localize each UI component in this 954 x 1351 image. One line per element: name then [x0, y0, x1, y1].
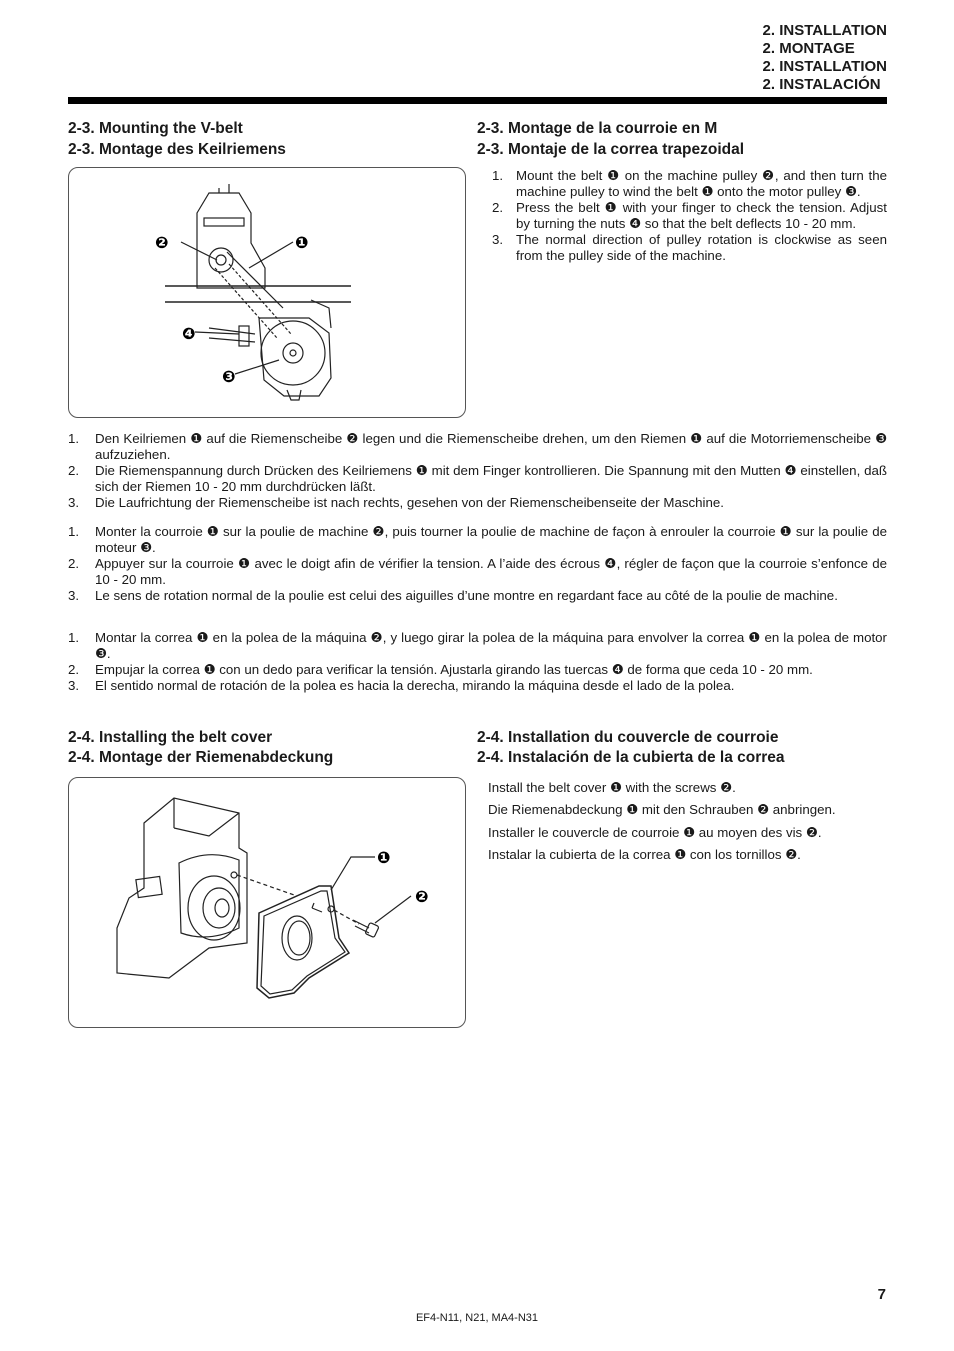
item-number: 2.: [68, 556, 80, 571]
item-text: Mount the belt ❶ on the machine pulley ❷, and then turn the machine pulley to wind the belt ❶ onto the motor pulley ❸.: [516, 168, 887, 199]
callout-2: ❷: [155, 233, 169, 252]
list-item: [68, 463, 887, 495]
section-title-es: 2-4. Instalación de la cubierta de la correa: [477, 749, 785, 766]
list-item: [492, 232, 887, 264]
item-number: 3.: [68, 588, 80, 603]
list-item: [492, 168, 887, 200]
list-item: [68, 495, 887, 511]
list-item: [68, 630, 887, 662]
section-title-de: 2-4. Montage der Riemenabdeckung: [68, 749, 334, 766]
item-number: 3.: [68, 678, 80, 693]
list-item: [68, 524, 887, 556]
header-rule: [68, 97, 887, 104]
item-number: 3.: [492, 232, 504, 247]
belt-cover-figure: [68, 777, 466, 1028]
list-item: [68, 588, 887, 604]
section-title-de: 2-3. Montage des Keilriemens: [68, 141, 286, 158]
item-number: 3.: [68, 495, 80, 510]
item-number: 1.: [492, 168, 504, 183]
item-number: 2.: [492, 200, 504, 215]
callout-2: ❷: [415, 887, 429, 906]
callout-1: ❶: [295, 233, 309, 252]
steps-de: [68, 431, 887, 511]
instruction-es: Instalar la cubierta de la correa ❶ con los tornillos ❷.: [488, 847, 801, 863]
steps-en: [492, 168, 887, 264]
item-text: Press the belt ❶ with your finger to check the tension. Adjust by turning the nuts ❹ so that the belt deflects 10 - 20 mm.: [516, 200, 887, 231]
section-title-en: 2-4. Installing the belt cover: [68, 729, 273, 746]
list-item: [492, 200, 887, 232]
item-text: Monter la courroie ❶ sur la poulie de machine ❷, puis tourner la poulie de machine de façon à enrouler la courroie ❶ sur la poulie de moteur ❸.: [95, 524, 887, 555]
item-number: 1.: [68, 524, 80, 539]
header-line: 2. INSTALLATION: [762, 58, 887, 75]
page-number: 7: [877, 1286, 886, 1303]
item-text: Den Keilriemen ❶ auf die Riemenscheibe ❷ legen und die Riemenscheibe drehen, um den Riemen ❶ auf die Motorriemenscheibe ❸ aufzuziehen.: [95, 431, 887, 462]
callout-4: ❹: [182, 324, 196, 343]
section-title-en: 2-3. Mounting the V-belt: [68, 120, 243, 137]
list-item: [68, 556, 887, 588]
instruction-en: Install the belt cover ❶ with the screws ❷.: [488, 780, 736, 795]
section-title-fr: 2-4. Installation du couvercle de courroie: [477, 729, 779, 746]
belt-cover-instructions: [488, 777, 888, 867]
v-belt-illustration: [69, 168, 466, 418]
item-text: The normal direction of pulley rotation is clockwise as seen from the pulley side of the machine.: [516, 232, 887, 263]
model-number: EF4-N11, N21, MA4-N31: [415, 1312, 539, 1324]
v-belt-figure: [68, 167, 466, 418]
item-text: Empujar la correa ❶ con un dedo para verificar la tensión. Ajustarla girando las tuercas ❹ de forma que ceda 10 - 20 mm.: [95, 662, 813, 677]
instruction-de: Die Riemenabdeckung ❶ mit den Schrauben ❷ anbringen.: [488, 802, 836, 818]
belt-cover-illustration: [69, 778, 466, 1028]
callout-3: ❸: [222, 367, 236, 386]
item-text: Die Laufrichtung der Riemenscheibe ist nach rechts, gesehen von der Riemenscheibenseite der Maschine.: [95, 495, 724, 510]
item-number: 1.: [68, 431, 80, 446]
running-header: [763, 22, 887, 94]
instruction-fr: Installer le couvercle de courroie ❶ au moyen des vis ❷.: [488, 824, 822, 840]
section-title-es: 2-3. Montaje de la correa trapezoidal: [477, 141, 745, 158]
steps-es: [68, 630, 887, 694]
steps-fr: [68, 524, 887, 604]
list-item: [68, 678, 887, 694]
list-item: [68, 431, 887, 463]
item-number: 2.: [68, 662, 80, 677]
item-text: Le sens de rotation normal de la poulie est celui des aiguilles d’une montre en regardant face au côté de la poulie de machine.: [95, 588, 838, 603]
header-line: 2. MONTAGE: [762, 40, 855, 57]
item-number: 1.: [68, 630, 80, 645]
item-text: El sentido normal de rotación de la polea es hacia la derecha, mirando la máquina desde el lado de la polea.: [95, 678, 735, 693]
callout-1: ❶: [377, 848, 391, 867]
header-line: 2. INSTALLATION: [762, 22, 887, 39]
header-line: 2. INSTALACIÓN: [762, 76, 881, 93]
item-text: Appuyer sur la courroie ❶ avec le doigt afin de vérifier la tension. A l’aide des écrous ❹, régler de façon que la courroie s’enfonce de 10 - 20 mm.: [95, 556, 887, 587]
item-number: 2.: [68, 463, 80, 478]
item-text: Montar la correa ❶ en la polea de la máquina ❷, y luego girar la polea de la máquina para envolver la correa ❶ en la polea de motor ❸.: [95, 630, 887, 661]
item-text: Die Riemenspannung durch Drücken des Keilriemens ❶ mit dem Finger kontrollieren. Die Spannung mit den Mutten ❹ einstellen, daß sich der Riemen 10 - 20 mm durchdrücken läßt.: [95, 463, 887, 494]
section-title-fr: 2-3. Montage de la courroie en M: [477, 120, 718, 137]
list-item: [68, 662, 887, 678]
